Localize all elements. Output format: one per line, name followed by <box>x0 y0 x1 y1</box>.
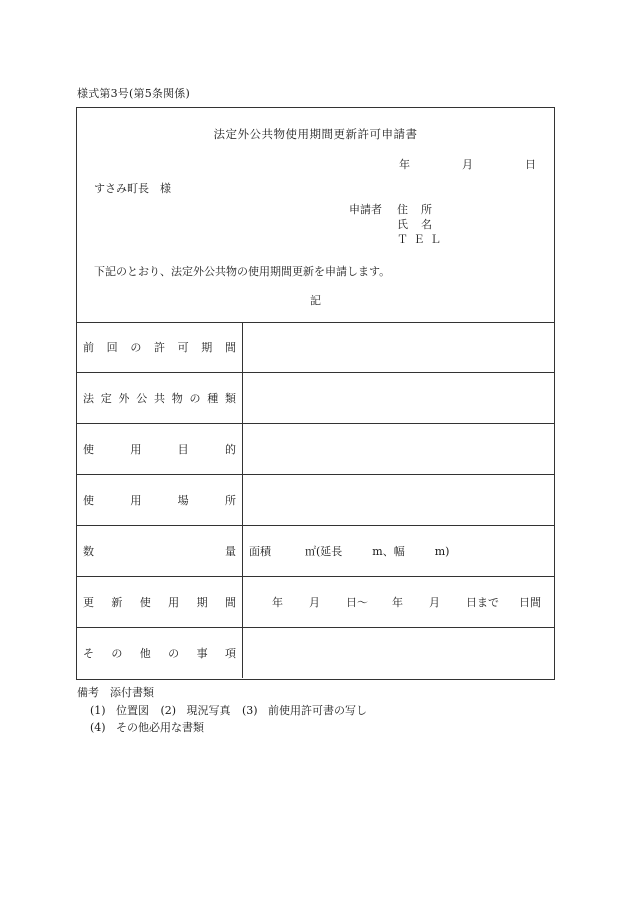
row-label-char: 外 <box>118 392 130 405</box>
row-label-char: 類 <box>225 392 236 405</box>
row-label-other-matters <box>77 628 243 678</box>
remarks-line-2 <box>77 719 375 737</box>
table-row <box>77 424 554 475</box>
row-label-char: 共 <box>154 392 165 405</box>
purpose-field[interactable] <box>243 424 554 474</box>
year-label: 年 <box>399 158 410 171</box>
row-label-char: 種 <box>207 392 219 405</box>
row-label-char: 他 <box>139 647 151 660</box>
row-label-char: 使 <box>83 494 94 507</box>
row-label-char: 回 <box>106 341 118 354</box>
previous-period-field[interactable] <box>243 322 554 372</box>
sqm-extension-label: ㎡(延長 <box>305 545 343 558</box>
row-label-char: 的 <box>224 443 236 456</box>
request-statement: 下記のとおり、法定外公共物の使用期間更新を申請します。 <box>94 265 391 278</box>
row-label-quantity <box>77 526 243 576</box>
row-label-char: 項 <box>224 647 236 660</box>
row-label-char: 事 <box>196 647 208 660</box>
remark-num: (3) <box>242 703 258 717</box>
quantity-field[interactable] <box>243 526 554 576</box>
addressee: すさみ町長 様 <box>94 182 171 195</box>
meter-close-label: m) <box>434 544 450 558</box>
row-label-char: の <box>130 341 142 354</box>
remark-text: その他必用な書類 <box>116 721 204 734</box>
width-label: m、幅 <box>372 545 405 558</box>
row-label-char: 物 <box>171 392 183 405</box>
row-label-previous-period <box>77 322 243 372</box>
date-line <box>399 156 536 172</box>
row-label-char: 数 <box>83 545 94 558</box>
remark-num: (1) <box>90 703 106 717</box>
row-label-char: の <box>189 392 201 405</box>
name-label: 氏 名 <box>397 218 433 231</box>
ki-heading: 記 <box>310 294 321 307</box>
applicant-block <box>349 202 477 247</box>
details-table <box>77 322 554 678</box>
row-label-char: 許 <box>153 341 165 354</box>
renewal-period-field[interactable] <box>243 577 554 627</box>
row-label-renewal-period <box>77 577 243 627</box>
application-form-frame <box>76 107 555 680</box>
row-label-purpose <box>77 424 243 474</box>
end-day-label: 日まで <box>466 596 499 609</box>
table-row <box>77 526 554 577</box>
row-label-char: 量 <box>225 545 236 558</box>
start-year-label: 年 <box>272 596 283 609</box>
remark-text: 現況写真 <box>186 703 231 717</box>
days-label: 日間 <box>519 596 541 609</box>
form-header <box>77 108 554 323</box>
month-label: 月 <box>462 158 473 171</box>
row-label-char: 用 <box>130 443 142 456</box>
end-month-label: 月 <box>429 596 440 609</box>
row-label-char: 法 <box>83 392 94 405</box>
row-label-char: 目 <box>177 443 189 456</box>
row-label-char: そ <box>83 647 94 660</box>
remark-num: (4) <box>90 721 106 734</box>
table-row <box>77 475 554 526</box>
end-year-label: 年 <box>392 596 403 609</box>
table-row <box>77 577 554 628</box>
row-label-char: の <box>111 647 123 660</box>
tel-label: Ｔ Ｅ Ｌ <box>397 233 442 246</box>
property-type-field[interactable] <box>243 373 554 423</box>
location-field[interactable] <box>243 475 554 525</box>
row-label-char: 所 <box>224 494 236 507</box>
row-label-property-type <box>77 373 243 423</box>
form-code: 様式第3号(第5条関係) <box>77 87 190 100</box>
table-row <box>77 373 554 424</box>
applicant-label: 申請者 <box>349 203 382 216</box>
row-label-char: 可 <box>177 341 189 354</box>
row-label-char: 用 <box>130 494 142 507</box>
form-title: 法定外公共物使用期間更新許可申請書 <box>213 127 418 141</box>
row-label-char: 間 <box>224 596 236 609</box>
row-label-char: 間 <box>224 341 236 354</box>
remarks-line-1 <box>77 702 375 720</box>
address-label: 住 所 <box>397 203 433 216</box>
start-day-label: 日～ <box>346 596 368 609</box>
table-row <box>77 322 554 373</box>
area-label: 面積 <box>249 545 271 558</box>
row-label-char: 定 <box>100 392 112 405</box>
row-label-char: 更 <box>83 596 94 609</box>
start-month-label: 月 <box>309 596 320 609</box>
row-label-char: 使 <box>139 596 151 609</box>
remarks-heading: 備考 添付書類 <box>77 686 154 699</box>
table-row <box>77 628 554 678</box>
row-label-char: 場 <box>177 494 189 507</box>
row-label-char: 使 <box>83 443 94 456</box>
remark-text: 前使用許可書の写し <box>268 703 367 717</box>
row-label-char: 新 <box>111 596 123 609</box>
row-label-char: 期 <box>201 341 213 354</box>
row-label-char: 前 <box>83 341 94 354</box>
other-matters-field[interactable] <box>243 628 554 678</box>
row-label-char: 公 <box>136 392 148 405</box>
remarks <box>77 684 375 737</box>
remark-text: 位置図 <box>116 703 149 717</box>
day-label: 日 <box>525 158 536 171</box>
row-label-char: の <box>168 647 180 660</box>
remark-num: (2) <box>160 703 177 717</box>
row-label-char: 期 <box>196 596 208 609</box>
row-label-location <box>77 475 243 525</box>
row-label-char: 用 <box>168 596 180 609</box>
